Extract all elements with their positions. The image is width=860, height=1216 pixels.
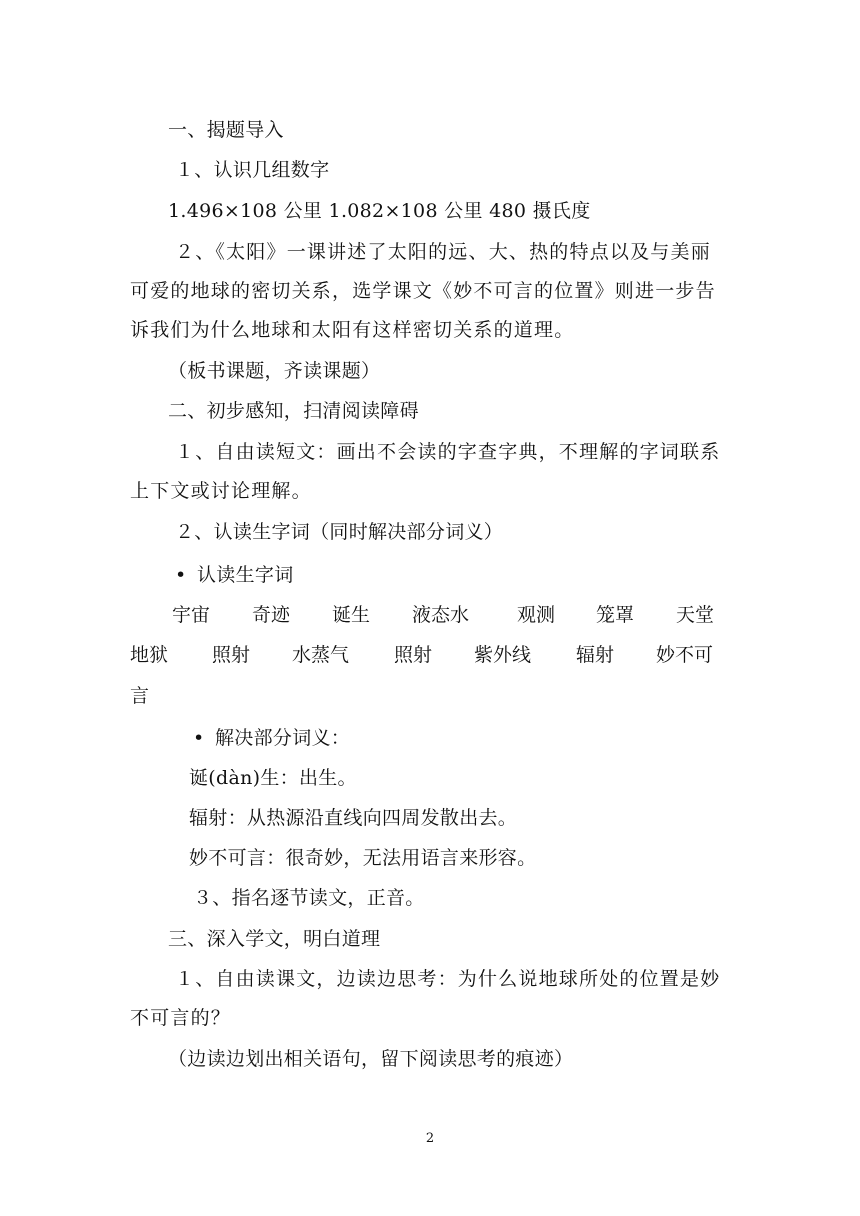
section-2-item-3: ３、指名逐节读文，正音。: [193, 887, 425, 909]
page-number: 2: [425, 1131, 435, 1146]
board-note: （板书课题，齐读课题）: [168, 360, 381, 382]
bullet-item-vocab-label: 认读生字词: [197, 564, 294, 586]
section-2-heading: 二、初步感知，扫清阅读障碍: [168, 400, 419, 422]
vocab-word: 天堂: [676, 604, 715, 626]
definition-1: 诞(dàn)生：出生。: [189, 767, 357, 789]
section-1-item-2: ２、《太阳》一课讲述了太阳的远、大、热的特点以及与美丽可爱的地球的密切关系，选学课文《妙不可言的位置》则进一步告诉我们为什么地球和太阳有这样密切关系的道理。: [130, 241, 716, 341]
vocab-word: 诞生: [332, 604, 371, 626]
section-3-heading: 三、深入学文，明白道理: [168, 928, 381, 950]
definition-3: 妙不可言：很奇妙，无法用语言来形容。: [189, 847, 537, 869]
vocab-word: 辐射: [576, 644, 615, 666]
vocab-word: 水蒸气: [292, 644, 350, 666]
definition-2: 辐射：从热源沿直线向四周发散出去。: [189, 807, 518, 829]
vocab-word: 地狱: [130, 644, 169, 666]
bullet-icon: •: [175, 564, 187, 586]
vocab-word: 液态水: [412, 604, 470, 626]
numbers-line: 1.496×108 公里 1.082×108 公里 480 摄氏度: [168, 200, 591, 222]
vocab-word: 宇宙: [172, 604, 211, 626]
vocab-word: 笼罩: [596, 604, 635, 626]
section-3-note: （边读边划出相关语句，留下阅读思考的痕迹）: [168, 1048, 574, 1070]
bullet-item-definitions: [193, 726, 350, 750]
vocab-word: 紫外线: [474, 644, 532, 666]
section-3-item-1: １、自由读课文，边读边思考：为什么说地球所处的位置是妙不可言的？: [130, 968, 721, 1029]
vocab-word: 照射: [212, 644, 251, 666]
bullet-item-vocab: [175, 563, 294, 587]
vocab-word: 照射: [394, 644, 433, 666]
vocab-word: 观测: [517, 604, 556, 626]
vocab-word: 奇迹: [252, 604, 291, 626]
section-2-item-2: ２、认读生字词（同时解决部分词义）: [175, 521, 504, 543]
bullet-icon: •: [193, 727, 205, 749]
bullet-item-definitions-label: 解决部分词义：: [215, 727, 351, 749]
section-1-item-1: １、认识几组数字: [175, 159, 330, 181]
section-2-item-1: １、自由读短文：画出不会读的字查字典，不理解的字词联系上下文或讨论理解。: [130, 441, 721, 502]
vocab-word: 言: [130, 685, 150, 707]
vocab-word: 妙不可: [656, 644, 714, 666]
section-1-heading: 一、揭题导入: [168, 119, 284, 141]
